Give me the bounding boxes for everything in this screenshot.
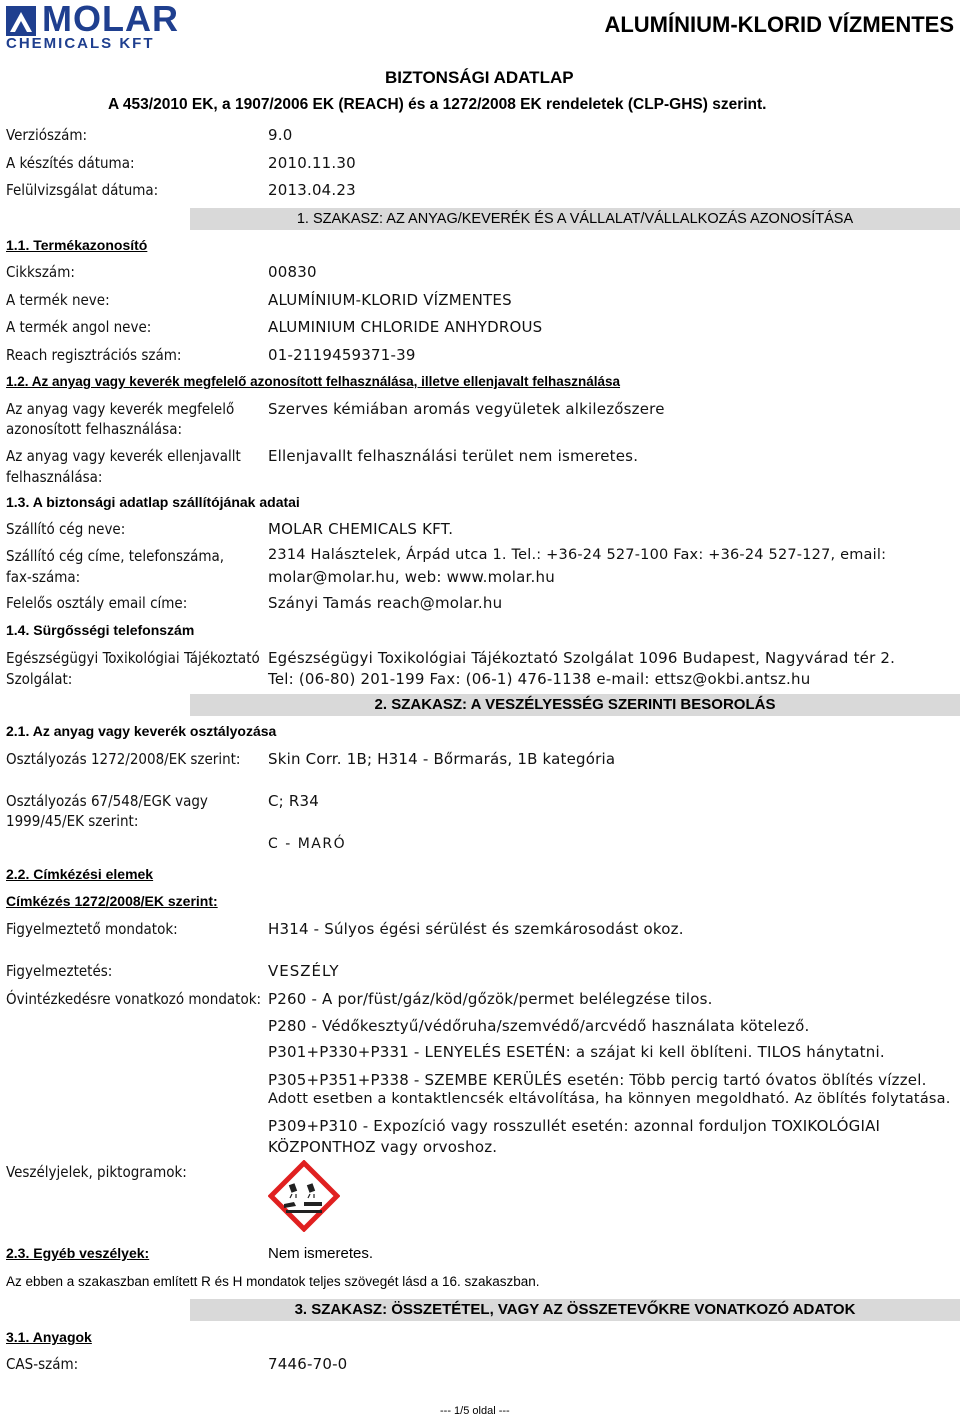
version-value: 9.0 [268, 126, 293, 144]
supplier-name-label: Szállító cég neve: [6, 520, 126, 538]
signal-word-value: VESZÉLY [268, 962, 340, 980]
subsection-2-3: 2.3. Egyéb veszélyek: [6, 1245, 150, 1261]
hazard-statements-label: Figyelmeztető mondatok: [6, 920, 178, 938]
section-3-header: 3. SZAKASZ: ÖSSZETÉTEL, VAGY AZ ÖSSZETEVŐKRE VONATKOZÓ ADATOK [190, 1299, 960, 1321]
product-header-title: ALUMÍNIUM-KLORID VÍZMENTES [604, 12, 954, 37]
emergency-value-line1: Egészségügyi Toxikológiai Tájékoztató Szolgálat 1096 Budapest, Nagyvárad tér 2. [268, 649, 896, 667]
dsd-classification-label-line2: 1999/45/EK szerint: [6, 812, 139, 830]
precautionary-statements-label: Óvintézkedésre vonatkozó mondatok: [6, 990, 262, 1008]
reach-number-value: 01-2119459371-39 [268, 346, 416, 364]
identified-use-label-line2: azonosított felhasználása: [6, 420, 183, 438]
emergency-label-line2: Szolgálat: [6, 670, 73, 688]
precautionary-statement: P305+P351+P338 - SZEMBE KERÜLÉS esetén: Több percig tartó óvatos öblítés vízzel. [268, 1071, 927, 1089]
subsection-2-1: 2.1. Az anyag vagy keverék osztályozása [6, 723, 277, 739]
contraindicated-use-value: Ellenjavallt felhasználási terület nem ismeretes. [268, 447, 639, 465]
emergency-value-line2: Tel: (06-80) 201-199 Fax: (06-1) 476-1138 e-mail: ettsz@okbi.antsz.hu [268, 670, 811, 688]
document-title: BIZTONSÁGI ADATLAP [385, 68, 574, 87]
section-2-note: Az ebben a szakaszban említett R és H mondatok teljes szövegét lásd a 16. szakaszban. [6, 1274, 540, 1289]
logo-text-main: MOLAR [42, 0, 179, 39]
precautionary-statement: P309+P310 - Expozíció vagy rosszullét esetén: azonnal forduljon TOXIKOLÓGIAI [268, 1117, 881, 1135]
signal-word-label: Figyelmeztetés: [6, 962, 113, 980]
created-date-label: A készítés dátuma: [6, 154, 135, 172]
precautionary-statement: P260 - A por/füst/gáz/köd/gőzök/permet belélegzése tilos. [268, 990, 713, 1008]
contraindicated-use-label-line2: felhasználása: [6, 468, 103, 486]
precautionary-statement: Adott esetben a kontaktlencsék eltávolítása, ha könnyen megoldható. Az öblítés folytatása. [268, 1091, 951, 1107]
labelling-heading: Címkézés 1272/2008/EK szerint: [6, 893, 218, 909]
dsd-classification-value: C; R34 [268, 792, 320, 810]
logo-text-sub: CHEMICALS KFT [6, 35, 155, 52]
precautionary-statement: P301+P330+P331 - LENYELÉS ESETÉN: a szájat ki kell öblíteni. TILOS hánytatni. [268, 1043, 885, 1061]
corrosive-pictogram-icon [268, 1160, 340, 1232]
subsection-3-1: 3.1. Anyagok [6, 1329, 92, 1345]
responsible-email-value: Szányi Tamás reach@molar.hu [268, 594, 503, 612]
subsection-1-3: 1.3. A biztonsági adatlap szállítójának adatai [6, 494, 300, 510]
hazard-statements-value: H314 - Súlyos égési sérülést és szemkárosodást okoz. [268, 920, 684, 938]
supplier-address-label-line1: Szállító cég címe, telefonszáma, [6, 547, 225, 565]
clp-classification-value: Skin Corr. 1B; H314 - Bőrmarás, 1B kategória [268, 750, 616, 768]
item-number-label: Cikkszám: [6, 263, 75, 281]
section-2-header: 2. SZAKASZ: A VESZÉLYESSÉG SZERINTI BESOROLÁS [190, 694, 960, 716]
other-hazards-value: Nem ismeretes. [268, 1245, 374, 1262]
pictograms-label: Veszélyjelek, piktogramok: [6, 1163, 187, 1181]
subsection-2-2: 2.2. Címkézési elemek [6, 866, 154, 882]
precautionary-statement: P280 - Védőkesztyű/védőruha/szemvédő/arcvédő használata kötelező. [268, 1017, 810, 1035]
emergency-label-line1: Egészségügyi Toxikológiai Tájékoztató [6, 649, 260, 667]
page-number: --- 1/5 oldal --- [440, 1405, 510, 1417]
version-label: Verziószám: [6, 126, 88, 144]
english-name-value: ALUMINIUM CHLORIDE ANHYDROUS [268, 318, 543, 336]
supplier-address-line2: molar@molar.hu, web: www.molar.hu [268, 568, 555, 586]
created-date-value: 2010.11.30 [268, 154, 356, 172]
section-1-header: 1. SZAKASZ: AZ ANYAG/KEVERÉK ÉS A VÁLLALAT/VÁLLALKOZÁS AZONOSÍTÁSA [190, 208, 960, 230]
cas-number-label: CAS-szám: [6, 1355, 79, 1373]
cas-number-value: 7446-70-0 [268, 1355, 348, 1373]
product-name-value: ALUMÍNIUM-KLORID VÍZMENTES [268, 291, 512, 309]
product-name-label: A termék neve: [6, 291, 110, 309]
subsection-1-2: 1.2. Az anyag vagy keverék megfelelő azonosított felhasználása, illetve ellenjavalt felhasználása [6, 374, 621, 389]
company-logo [6, 0, 226, 52]
contraindicated-use-label-line1: Az anyag vagy keverék ellenjavallt [6, 447, 241, 465]
clp-classification-label: Osztályozás 1272/2008/EK szerint: [6, 750, 241, 768]
english-name-label: A termék angol neve: [6, 318, 152, 336]
subsection-1-4: 1.4. Sürgősségi telefonszám [6, 622, 195, 638]
identified-use-label-line1: Az anyag vagy keverék megfelelő [6, 400, 235, 418]
identified-use-value: Szerves kémiában aromás vegyületek alkilezőszere [268, 400, 665, 418]
regulation-text: A 453/2010 EK, a 1907/2006 EK (REACH) és a 1272/2008 EK rendeletek (CLP-GHS) szerint. [108, 96, 767, 113]
precautionary-statement: KÖZPONTHOZ vagy orvoshoz. [268, 1138, 498, 1156]
responsible-email-label: Felelős osztály email címe: [6, 594, 188, 612]
dsd-classification-label-line1: Osztályozás 67/548/EGK vagy [6, 792, 208, 810]
item-number-value: 00830 [268, 263, 317, 281]
reach-number-label: Reach regisztrációs szám: [6, 346, 182, 364]
revision-date-value: 2013.04.23 [268, 181, 356, 199]
supplier-address-line1: 2314 Halásztelek, Árpád utca 1. Tel.: +36-24 527-100 Fax: +36-24 527-127, email: [268, 547, 887, 563]
revision-date-label: Felülvizsgálat dátuma: [6, 181, 159, 199]
dsd-hazard-symbol: C - MARÓ [268, 836, 347, 852]
supplier-address-label-line2: fax-száma: [6, 568, 81, 586]
supplier-name-value: MOLAR CHEMICALS KFT. [268, 520, 454, 538]
subsection-1-1: 1.1. Termékazonosító [6, 237, 148, 253]
